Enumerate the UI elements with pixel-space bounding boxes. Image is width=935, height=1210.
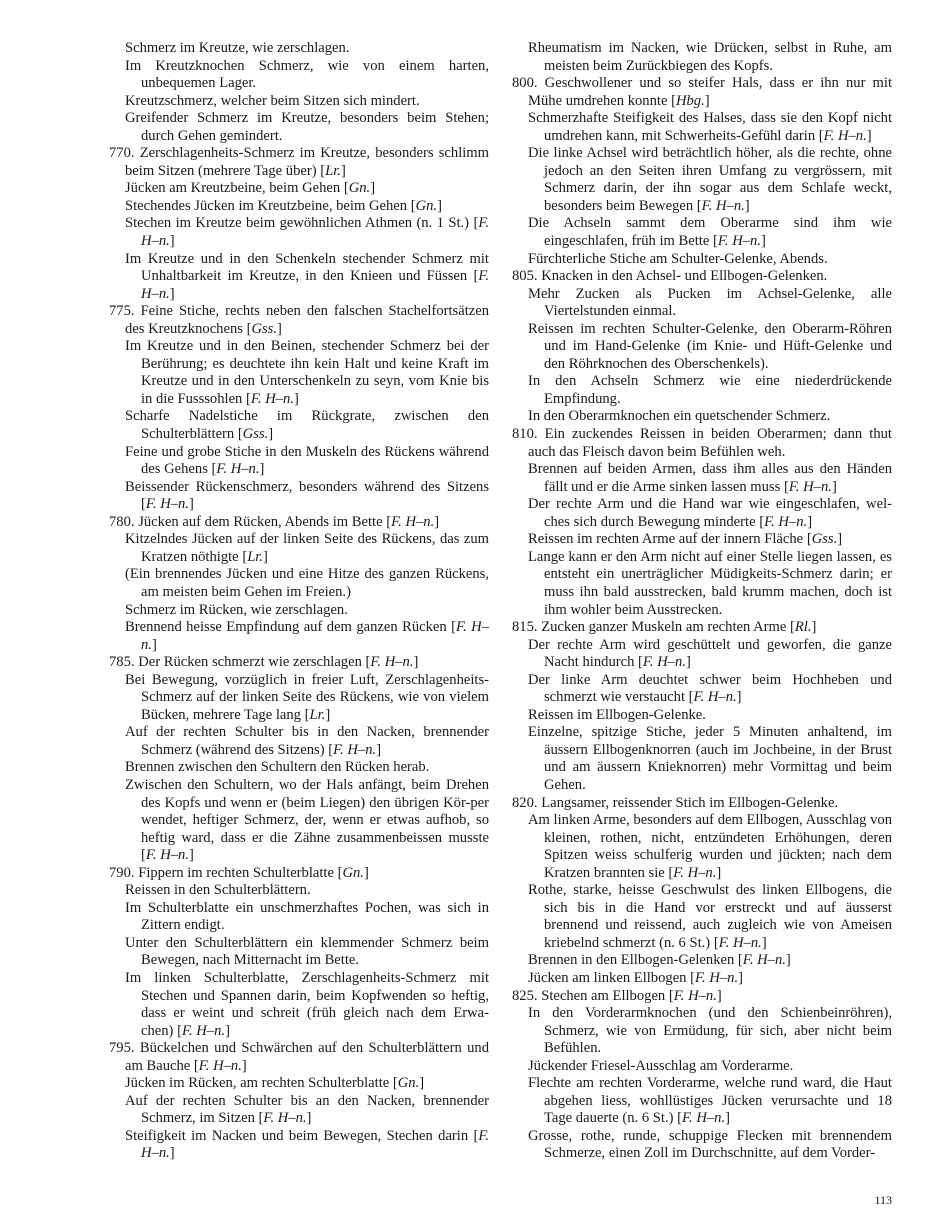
entry-text: Brennend heisse Empfindung auf dem ganzen Rücken: [125, 619, 447, 636]
entry-text: Jücken am Kreutzbeine, beim Gehen: [125, 180, 341, 197]
entry-text: Stechen im Kreutze beim gewöhnlichen Athmen (n. 1 St.): [125, 215, 470, 232]
entry-text: Unter den Schulterblättern ein klemmender Schmerz beim Bewegen, nach Mitternacht im Bette.: [125, 934, 489, 969]
symptom-entry: [109, 602, 489, 620]
source-abbreviation: Gss.: [242, 426, 269, 443]
source-abbreviation: F. H–n.: [263, 1110, 307, 1127]
entry-text: Im Kreutzknochen Schmerz, wie von einem harten, unbequemen Lager.: [125, 57, 489, 92]
entry-number: 810.: [512, 426, 538, 443]
source-abbreviation: F. H–n.: [701, 197, 745, 214]
source-abbreviation: F. H–n.: [718, 934, 762, 951]
symptom-entry: [512, 549, 892, 619]
numbered-symptom-entry: 770. Zerschlagenheits-Schmerz im Kreutze, besonders schlimm beim Sitzen (mehrere Tage über) [Lr.]: [109, 145, 490, 179]
symptom-entry: [512, 373, 892, 408]
entry-text: Einzelne, spitzige Stiche, jeder 5 Minuten anhaltend, im äussern Ellbogenknorren (auch im Jochbeine, in der Brust und am äussern Knieknorren) mehr Vormittag und beim Gehen.: [528, 724, 892, 793]
source-abbreviation: F. H–n.: [764, 513, 808, 530]
symptom-entry: [512, 251, 892, 269]
symptom-entry: Die linke Achsel wird beträchtlich höher, als die rechte, ohne jedoch an den Seiten ihren Umfang zu vergrössern, mit Schmerz darin, der ihn sogar aus dem Schlafe weckt, besonders beim Bewegen [F. H–n.]: [528, 145, 892, 214]
symptom-entry: Reissen im rechten Arme auf der innern Fläche [Gss.]: [528, 531, 843, 548]
entry-text: Im Kreutze und in den Schenkeln stechender Schmerz mit Unhaltbarkeit im Kreutze, in den Knieen und Füssen: [125, 250, 489, 285]
entry-text: Fürchterliche Stiche am Schulter-Gelenke, Abends.: [528, 250, 828, 267]
symptom-entry: Auf der rechten Schulter bis in den Nacken, brennender Schmerz (während des Sitzens) [F. H–n.]: [125, 724, 489, 758]
source-abbreviation: Lr.: [325, 162, 341, 179]
entry-text: Der linke Arm deuchtet schwer beim Hochheben und schmerzt wie verstaucht: [528, 671, 892, 706]
entry-number: 795.: [109, 1040, 135, 1057]
entry-text: Jücken im Rücken, am rechten Schulterblatte: [125, 1075, 390, 1092]
numbered-symptom-entry: 815. Zucken ganzer Muskeln am rechten Arme [Rl.]: [512, 619, 817, 636]
entry-text: Reissen im Ellbogen-Gelenke.: [528, 706, 706, 723]
entry-text: Feine Stiche, rechts neben den falschen Stachelfortsätzen des Kreutzknochens: [125, 303, 490, 337]
entry-text: Reissen im rechten Schulter-Gelenke, den Oberarm-Röhren und im Hand-Gelenke (im Knie- und Hüft-Gelenke und den Röhrknochen des Oberschenkels).: [528, 320, 892, 372]
symptom-entry: Der linke Arm deuchtet schwer beim Hochheben und schmerzt wie verstaucht [F. H–n.]: [528, 671, 892, 706]
source-abbreviation: Gss.: [811, 531, 838, 548]
entry-text: In den Vorderarmknochen (und den Schienbeinröhren), Schmerz, wie von Ermüdung, für sich, aber nicht beim Befühlen.: [528, 1005, 892, 1057]
symptom-entry: [109, 759, 489, 777]
source-abbreviation: F. H–n.: [370, 654, 414, 671]
numbered-symptom-entry: 795. Bückelchen und Schwärchen auf den Schulterblättern und am Bauche [F. H–n.]: [109, 1040, 489, 1074]
entry-text: Brennen auf beiden Armen, dass ihm alles aus den Händen fällt und er die Arme sinken lassen muss: [528, 461, 892, 495]
entry-text: Reissen in den Schulterblättern.: [125, 882, 311, 899]
entry-text: Im linken Schulterblatte, Zerschlagenheits-Schmerz mit Stechen und Spannen darin, beim Kopfwenden so heftig, dass er weint und schreit (früh gleich nach dem Erwa-chen): [125, 969, 489, 1039]
entry-text: Geschwollener und so steifer Hals, dass er ihn nur mit Mühe umdrehen konnte: [528, 75, 893, 109]
symptom-entry: Brennen in den Ellbogen-Gelenken [F. H–n.]: [528, 952, 791, 969]
entry-text: Kitzelndes Jücken auf der linken Seite des Rückens, das zum Kratzen nöthigte: [125, 531, 489, 565]
entry-text: Bückelchen und Schwärchen auf den Schulterblättern und am Bauche: [125, 1040, 489, 1074]
source-abbreviation: F. H–n.: [391, 513, 435, 530]
entry-text: Steifigkeit im Nacken und beim Bewegen, Stechen darin: [125, 1127, 469, 1144]
entry-text: Grosse, rothe, runde, schuppige Flecken mit brennendem Schmerze, einen Zoll im Durchschnitte, auf dem Vorder-: [528, 1127, 892, 1162]
symptom-entry: Zwischen den Schultern, wo der Hals anfängt, beim Drehen des Kopfs und wenn er (beim Liegen) den übrigen Kör-per wendet, heftiger Schmerz, der, wenn er etwas aufhob, so heftig ward, dass er die Zähne zusammenbeissen musste [F. H–n.]: [125, 776, 489, 864]
symptom-entry: Rothe, starke, heisse Geschwulst des linken Ellbogens, die sich bis in die Hand vor erstreckt und auf äusserst brennend und reissend, auch zugleich wie von Ameisen kriebelnd schmerzt (n. 6 St.) [F. H–n.]: [528, 882, 892, 951]
symptom-entry: Im Kreutze und in den Schenkeln stechender Schmerz mit Unhaltbarkeit im Kreutze, in den Knieen und Füssen [F. H–n.]: [125, 250, 489, 302]
symptom-entry: Im linken Schulterblatte, Zerschlagenheits-Schmerz mit Stechen und Spannen darin, beim Kopfwenden so heftig, dass er weint und schreit (früh gleich nach dem Erwa-chen) [F. H–n.]: [125, 969, 489, 1039]
symptom-entry: Brennen auf beiden Armen, dass ihm alles aus den Händen fällt und er die Arme sinken lassen muss [F. H–n.]: [528, 461, 892, 495]
entry-text: Scharfe Nadelstiche im Rückgrate, zwischen den Schulterblättern: [125, 408, 489, 443]
source-abbreviation: Gn.: [415, 197, 438, 214]
entry-text: Im Schulterblatte ein unschmerzhaftes Pochen, was sich in Zittern endigt.: [125, 899, 489, 934]
symptom-entry: Jücken im Rücken, am rechten Schulterblatte [Gn.]: [125, 1075, 425, 1092]
entry-text: Auf der rechten Schulter bis in den Nacken, brennender Schmerz (während des Sitzens): [125, 724, 489, 758]
entry-text: Reissen im rechten Arme auf der innern Fläche: [528, 531, 804, 548]
source-abbreviation: Lr.: [247, 548, 264, 565]
entry-text: Der rechte Arm wird geschüttelt und geworfen, die ganze Nacht hindurch: [528, 636, 892, 671]
numbered-symptom-entry: 775. Feine Stiche, rechts neben den falschen Stachelfortsätzen des Kreutzknochens [Gss.]: [109, 303, 490, 337]
numbered-symptom-entry: 785. Der Rücken schmerzt wie zerschlagen [F. H–n.]: [109, 654, 419, 671]
entry-text: Jücken auf dem Rücken, Abends im Bette: [138, 513, 383, 530]
numbered-symptom-entry: [512, 795, 892, 813]
symptom-entry: Flechte am rechten Vorderarme, welche rund ward, die Haut abgehen liess, wohllüstiges Jücken verursachte und 18 Tage dauerte (n. 6 St.) [F. H–n.]: [528, 1075, 892, 1127]
symptom-entry: [109, 566, 489, 601]
source-abbreviation: Hbg.: [675, 92, 705, 109]
symptom-entry: [109, 58, 489, 93]
entry-number: 820.: [512, 794, 538, 811]
numbered-symptom-entry: 800. Geschwollener und so steifer Hals, dass er ihn nur mit Mühe umdrehen konnte [Hbg.]: [512, 75, 893, 109]
symptom-entry: Feine und grobe Stiche in den Muskeln des Rückens während des Gehens [F. H–n.]: [125, 443, 489, 478]
entry-number: 790.: [109, 864, 135, 881]
symptom-entry: Scharfe Nadelstiche im Rückgrate, zwischen den Schulterblättern [Gss.]: [125, 408, 489, 443]
entry-text: Stechen am Ellbogen: [541, 987, 666, 1004]
source-abbreviation: Gn.: [397, 1075, 420, 1092]
symptom-entry: Jücken am Kreutzbeine, beim Gehen [Gn.]: [125, 180, 376, 197]
source-abbreviation: F. H–n.: [823, 127, 867, 144]
symptom-entry: [109, 882, 489, 900]
source-abbreviation: Lr.: [309, 706, 326, 723]
source-abbreviation: F. H–n.: [717, 233, 761, 250]
symptom-entry: [512, 724, 892, 794]
symptom-entry: Stechen im Kreutze beim gewöhnlichen Athmen (n. 1 St.) [F. H–n.]: [125, 215, 489, 250]
symptom-entry: [512, 321, 892, 374]
numbered-symptom-entry: 790. Fippern im rechten Schulterblatte [Gn.]: [109, 864, 369, 881]
source-abbreviation: F. H–n.: [145, 496, 189, 513]
symptom-entry: Beissender Rückenschmerz, besonders während des Sitzens [F. H–n.]: [125, 478, 489, 513]
entry-text: Greifender Schmerz im Kreutze, besonders beim Stehen; durch Gehen gemindert.: [125, 110, 489, 144]
entry-text: Lange kann er den Arm nicht auf einer Stelle liegen lassen, es entsteht ein unerträglicher Müdigkeits-Schmerz darin; er muss ihn bald ausstrecken, bald krumm machen, doch ist ihm wohler beim Ausstrecken.: [528, 548, 892, 618]
symptom-entry: Stechendes Jücken im Kreutzbeine, beim Gehen [Gn.]: [125, 197, 442, 214]
entry-text: Der rechte Arm und die Hand war wie eingeschlafen, wel-ches sich durch Bewegung minderte: [528, 496, 892, 530]
numbered-symptom-entry: [512, 426, 892, 461]
symptom-entry: [109, 93, 489, 111]
symptom-entry: Der rechte Arm wird geschüttelt und geworfen, die ganze Nacht hindurch [F. H–n.]: [528, 636, 892, 671]
numbered-symptom-entry: [512, 268, 892, 286]
symptom-entry: Auf der rechten Schulter bis an den Nacken, brennender Schmerz, im Sitzen [F. H–n.]: [125, 1092, 489, 1127]
entry-text: Die linke Achsel wird beträchtlich höher, als die rechte, ohne jedoch an den Seiten ihren Umfang zu vergrössern, mit Schmerz darin, der ihn sogar aus dem Schlafe weckt, besonders beim Bewegen: [528, 145, 892, 214]
source-abbreviation: F. H–n.: [250, 390, 294, 407]
entry-text: Rothe, starke, heisse Geschwulst des linken Ellbogens, die sich bis in die Hand vor erstreckt und auf äusserst brennend und reissend, auch zugleich wie von Ameisen kriebelnd schmerzt (n. 6 St.): [528, 882, 892, 951]
symptom-entry: Der rechte Arm und die Hand war wie eingeschlafen, wel-ches sich durch Bewegung minderte [F. H–n.]: [528, 496, 892, 530]
source-abbreviation: F. H–n.: [141, 268, 489, 302]
entry-text: (Ein brennendes Jücken und eine Hitze des ganzen Rückens, am meisten beim Gehen im Freien.): [125, 566, 489, 600]
entry-text: Brennen zwischen den Schultern den Rücken herab.: [125, 759, 430, 776]
symptom-entry: [512, 286, 892, 321]
source-abbreviation: F. H–n.: [642, 654, 687, 671]
entry-number: 800.: [512, 75, 538, 92]
entry-text: Jücken am linken Ellbogen: [528, 969, 687, 986]
source-abbreviation: F. H–n.: [141, 215, 489, 250]
source-abbreviation: F. H–n.: [693, 689, 737, 706]
entry-text: Schmerzhafte Steifigkeit des Halses, dass sie den Kopf nicht umdrehen kann, mit Schwerheits-Gefühl darin: [528, 110, 892, 144]
entry-number: 770.: [109, 145, 135, 162]
entry-number: 775.: [109, 303, 135, 320]
entry-text: Der Rücken schmerzt wie zerschlagen: [138, 654, 362, 671]
entry-text: Jückender Friesel-Ausschlag am Vorderarme.: [528, 1057, 794, 1074]
symptom-entry: [512, 707, 892, 725]
source-abbreviation: F. H–n.: [673, 864, 717, 881]
entry-text: Mehr Zucken als Pucken im Achsel-Gelenke, alle Viertelstunden einmal.: [528, 285, 892, 320]
entry-text: Schmerz im Kreutze, wie zerschlagen.: [125, 40, 350, 56]
source-abbreviation: Gn.: [348, 180, 371, 197]
entry-text: Ein zuckendes Reissen in beiden Oberarmen; dann thut auch das Fleisch davon beim Befühlen weh.: [528, 426, 892, 460]
symptom-entry: [109, 935, 489, 970]
symptom-entry: [109, 40, 489, 58]
right-column: [512, 40, 892, 1163]
symptom-entry: Am linken Arme, besonders auf dem Ellbogen, Ausschlag von kleinen, rothen, nicht, entzündeten Erhöhungen, deren Spitzen weiss schulferig wurden und jückten; nach dem Kratzen brannten sie [F. H–n.]: [528, 812, 892, 881]
entry-text: Flechte am rechten Vorderarme, welche rund ward, die Haut abgehen liess, wohllüstiges Jücken verursachte und 18 Tage dauerte (n. 6 St.): [528, 1075, 892, 1127]
entry-number: 785.: [109, 654, 135, 671]
entry-text: Fippern im rechten Schulterblatte: [138, 864, 334, 881]
entry-number: 780.: [109, 513, 135, 530]
symptom-entry: Bei Bewegung, vorzüglich in freier Luft, Zerschlagenheits-Schmerz auf der linken Seite des Rückens, wie von vielem Bücken, mehrere Tage lang [Lr.]: [125, 671, 489, 723]
page-number: 113: [874, 1193, 892, 1207]
entry-text: Am linken Arme, besonders auf dem Ellbogen, Ausschlag von kleinen, rothen, nicht, entzündeten Erhöhungen, deren Spitzen weiss schulferig wurden und jückten; nach dem Kratzen brannten sie: [528, 812, 892, 881]
entry-text: Zerschlagenheits-Schmerz im Kreutze, besonders schlimm beim Sitzen (mehrere Tage über): [125, 145, 490, 179]
entry-text: Brennen in den Ellbogen-Gelenken: [528, 952, 735, 969]
symptom-entry: Steifigkeit im Nacken und beim Bewegen, Stechen darin [F. H–n.]: [125, 1127, 489, 1162]
source-abbreviation: F. H–n.: [673, 987, 717, 1004]
symptom-entry: [512, 1005, 892, 1058]
entry-text: Auf der rechten Schulter bis an den Nacken, brennender Schmerz, im Sitzen: [125, 1092, 489, 1127]
entry-text: Die Achseln sammt dem Oberarme sind ihm wie eingeschlafen, früh im Bette: [528, 215, 892, 250]
symptom-entry: Schmerzhafte Steifigkeit des Halses, dass sie den Kopf nicht umdrehen kann, mit Schwerheits-Gefühl darin [F. H–n.]: [528, 110, 892, 144]
symptom-entry: [109, 110, 489, 145]
symptom-entry: Die Achseln sammt dem Oberarme sind ihm wie eingeschlafen, früh im Bette [F. H–n.]: [528, 215, 892, 250]
numbered-symptom-entry: 780. Jücken auf dem Rücken, Abends im Bette [F. H–n.]: [109, 513, 440, 530]
entry-number: 825.: [512, 987, 538, 1004]
source-abbreviation: F. H–n.: [681, 1110, 726, 1127]
entry-text: Schmerz im Rücken, wie zerschlagen.: [125, 601, 348, 618]
entry-text: In den Achseln Schmerz wie eine niederdrückende Empfindung.: [528, 373, 892, 407]
source-abbreviation: F. H–n.: [333, 741, 377, 758]
source-abbreviation: Gn.: [342, 864, 364, 881]
source-abbreviation: F. H–n.: [141, 1127, 489, 1162]
entry-text: Langsamer, reissender Stich im Ellbogen-Gelenke.: [541, 794, 839, 811]
symptom-entry: Jücken am linken Ellbogen [F. H–n.]: [528, 969, 743, 986]
entry-text: Feine und grobe Stiche in den Muskeln des Rückens während des Gehens: [125, 443, 489, 478]
symptom-entry: [109, 900, 489, 935]
left-column: [109, 40, 489, 1163]
entry-text: Beissender Rückenschmerz, besonders während des Sitzens: [125, 478, 489, 495]
source-abbreviation: Gss.: [251, 320, 277, 337]
entry-number: 815.: [512, 619, 538, 636]
entry-text: Bei Bewegung, vorzüglich in freier Luft, Zerschlagenheits-Schmerz auf der linken Seite des Rückens, wie von vielem Bücken, mehrere Tage lang: [125, 671, 489, 723]
source-abbreviation: F. H–n.: [145, 847, 189, 864]
source-abbreviation: F. H–n.: [742, 952, 786, 969]
entry-text: In den Oberarmknochen ein quetschender Schmerz.: [528, 408, 831, 425]
symptom-entry: [512, 408, 892, 426]
entry-text: Kreutzschmerz, welcher beim Sitzen sich mindert.: [125, 92, 420, 109]
symptom-entry: Kitzelndes Jücken auf der linken Seite des Rückens, das zum Kratzen nöthigte [Lr.]: [125, 531, 489, 565]
source-abbreviation: Rl.: [794, 619, 812, 636]
source-abbreviation: F. H–n.: [216, 461, 260, 478]
entry-text: Zwischen den Schultern, wo der Hals anfängt, beim Drehen des Kopfs und wenn er (beim Liegen) den übrigen Kör-per wendet, heftiger Schmerz, der, wenn er etwas aufhob, so heftig ward, dass er die Zähne zusammenbeissen musste: [125, 776, 489, 846]
symptom-entry: Im Kreutze und in den Beinen, stechender Schmerz bei der Berührung; es deuchtete ihn kein Halt und keine Kraft im Kreutze und in den Unterschenkeln zu seyn, vom Knie bis in die Fusssohlen [F. H–n.]: [125, 338, 489, 407]
symptom-entry: [512, 1058, 892, 1076]
source-abbreviation: F. H–n.: [694, 969, 739, 986]
entry-number: 805.: [512, 268, 538, 285]
symptom-entry: [512, 1128, 892, 1163]
symptom-entry: Brennend heisse Empfindung auf dem ganzen Rücken [F. H–n.]: [125, 619, 489, 653]
symptom-entry: [512, 40, 892, 75]
entry-text: Stechendes Jücken im Kreutzbeine, beim Gehen: [125, 197, 408, 214]
numbered-symptom-entry: 825. Stechen am Ellbogen [F. H–n.]: [512, 987, 722, 1004]
source-abbreviation: F. H–n.: [788, 478, 832, 495]
source-abbreviation: F. H–n.: [141, 619, 489, 653]
entry-text: Zucken ganzer Muskeln am rechten Arme: [541, 619, 787, 636]
source-abbreviation: F. H–n.: [198, 1057, 242, 1074]
entry-text: Knacken in den Achsel- und Ellbogen-Gelenken.: [541, 268, 828, 285]
entry-text: Im Kreutze und in den Beinen, stechender Schmerz bei der Berührung; es deuchtete ihn kein Halt und keine Kraft im Kreutze und in den Unterschenkeln zu seyn, vom Knie bis in die Fusssohlen: [125, 338, 489, 407]
source-abbreviation: F. H–n.: [181, 1022, 226, 1039]
entry-text: Rheumatism im Nacken, wie Drücken, selbst in Ruhe, am meisten beim Zurückbiegen des Kopfs.: [528, 40, 892, 74]
